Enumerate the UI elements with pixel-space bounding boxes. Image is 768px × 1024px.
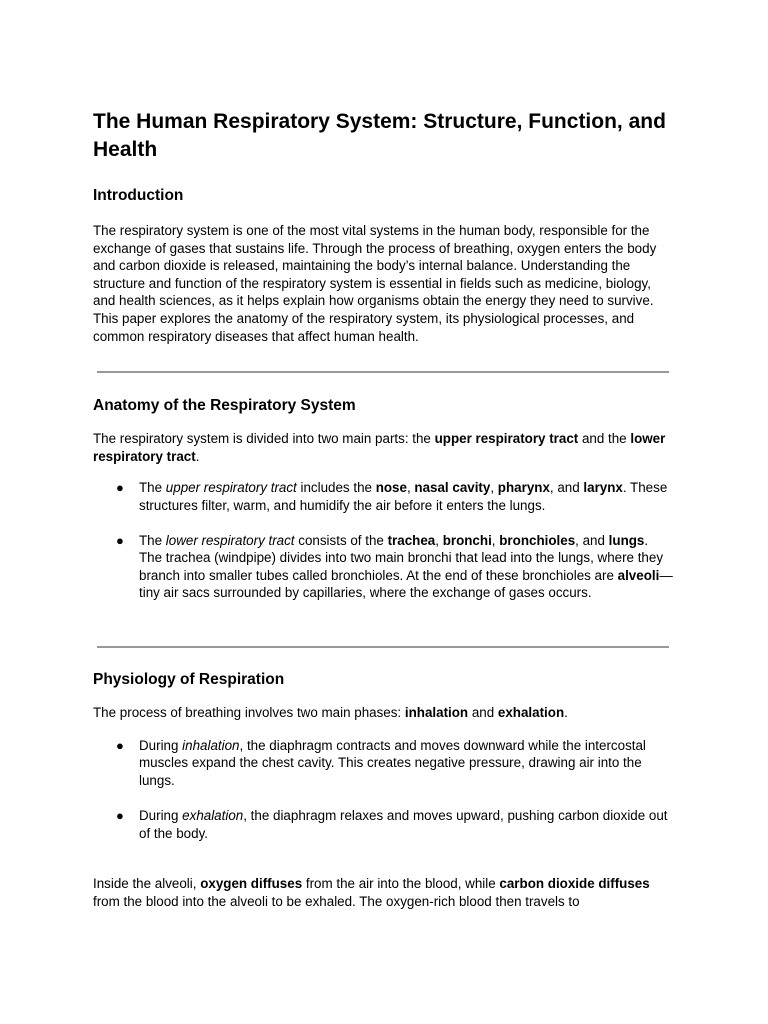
list-item-lower-tract [93, 532, 673, 602]
physiology-heading: Physiology of Respiration [93, 670, 285, 688]
text-run: The [139, 532, 166, 548]
list-item-inhalation [93, 737, 673, 790]
text-run: includes the [296, 480, 376, 496]
italic-term: inhalation [182, 737, 240, 753]
anatomy-bullet-list [93, 479, 673, 602]
text-run: —tiny air sacs surrounded by capillaries, where the exchange of gases occurs. [139, 567, 673, 601]
bold-term: nose [375, 480, 407, 496]
bold-term: trachea [387, 532, 436, 548]
introduction-paragraph: The respiratory system is one of the most vital systems in the human body, responsible for the exchange of gases that sustains life. Through the process of breathing, oxygen enters the body and carbon dioxide is released, maintaining the body’s internal balance. Understanding the structure and function of the respiratory system is essential in fields such as medicine, biology, and health sciences, as it helps explain how organisms obtain the energy they need to survive. This paper explores the anatomy of the respiratory system, its physiological processes, and common respiratory diseases that affect human health. [93, 223, 657, 344]
bullet-icon: ● [116, 737, 124, 753]
text-run: . The trachea (windpipe) divides into two main bronchi that lead into the lungs, where they branch into smaller tubes called bronchioles. At the end of these bronchioles are [139, 532, 664, 583]
bold-term: nasal cavity [414, 480, 491, 496]
bold-term: oxygen diffuses [200, 876, 303, 892]
text-run: The respiratory system is divided into two main parts: the [93, 431, 435, 447]
text-run: , the diaphragm relaxes and moves upward, pushing carbon dioxide out of the body. [139, 808, 668, 841]
bullet-icon: ● [116, 480, 124, 496]
alveoli-diffusion-paragraph [93, 875, 673, 910]
introduction-heading: Introduction [93, 187, 184, 204]
text-run: Inside the alveoli, [93, 876, 201, 892]
list-item-upper-tract [93, 479, 673, 514]
text-run: . These structures filter, warm, and humidify the air before it enters the lungs. [139, 480, 668, 513]
text-run: , the diaphragm contracts and moves downward while the intercostal muscles expand the chest cavity. This creates negative pressure, drawing air into the lungs. [139, 737, 646, 788]
text-run: The [139, 480, 166, 496]
text-run: , and [575, 532, 609, 548]
bullet-icon: ● [116, 532, 124, 548]
anatomy-intro-paragraph [93, 430, 673, 465]
bold-term: alveoli [617, 567, 660, 583]
text-run: from the air into the blood, while [302, 876, 500, 892]
bold-term: bronchioles [499, 532, 576, 548]
text-run: , and [549, 480, 584, 496]
bold-term: upper respiratory tract [434, 431, 579, 447]
text-run: and the [578, 431, 631, 447]
text-run: , [490, 480, 498, 496]
bold-term: lower respiratory tract [93, 431, 666, 464]
text-run: and [468, 704, 498, 720]
physiology-intro-paragraph [93, 704, 673, 722]
document-title: The Human Respiratory System: Structure, Function, and Health [93, 110, 666, 161]
document-page [93, 108, 673, 911]
bold-term: inhalation [404, 704, 469, 720]
bold-term: pharynx [497, 480, 550, 496]
bold-term: lungs [608, 532, 645, 548]
text-run: , [406, 480, 415, 496]
bullet-icon: ● [116, 808, 124, 824]
text-run: from the blood into the alveoli to be exhaled. The oxygen-rich blood then travels to [93, 894, 580, 910]
text-run: . [195, 448, 200, 464]
text-run: . [564, 704, 568, 720]
text-run: The process of breathing involves two main phases: [93, 704, 405, 720]
bold-term: bronchi [442, 532, 492, 548]
physiology-bullet-list [93, 737, 673, 843]
text-run: During [139, 737, 183, 753]
list-item-exhalation [93, 807, 673, 842]
bold-term: exhalation [497, 704, 565, 720]
section-divider [97, 646, 669, 648]
italic-term: upper respiratory tract [165, 480, 297, 496]
section-divider [97, 371, 669, 373]
italic-term: lower respiratory tract [165, 532, 295, 548]
text-run: consists of the [294, 532, 388, 548]
bold-term: carbon dioxide diffuses [499, 876, 650, 892]
italic-term: exhalation [182, 808, 244, 824]
text-run: , [435, 532, 443, 548]
bold-term: larynx [583, 480, 623, 496]
text-run: , [491, 532, 500, 548]
anatomy-heading: Anatomy of the Respiratory System [93, 397, 356, 415]
text-run: During [139, 808, 183, 824]
